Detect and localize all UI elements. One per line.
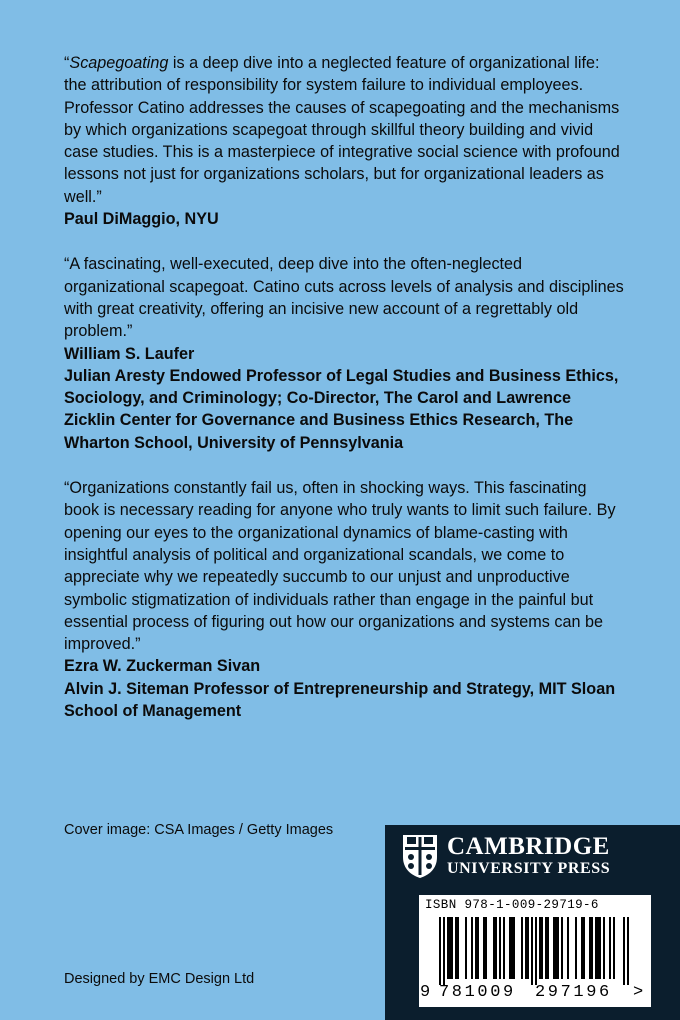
- barcode-bar: [589, 917, 591, 979]
- barcode-bar: [521, 917, 523, 979]
- endorsement-1: [64, 52, 624, 230]
- barcode-bar: [581, 917, 583, 979]
- barcode-bar: [567, 917, 569, 979]
- barcode-bar: [603, 917, 605, 979]
- barcode-bar: [557, 917, 559, 979]
- attribution-3-name: Ezra W. Zuckerman Sivan: [64, 657, 261, 676]
- cover-image-credit: Cover image: CSA Images / Getty Images: [64, 822, 334, 838]
- publisher-name-line2: UNIVERSITY PRESS: [447, 860, 611, 877]
- barcode-bar: [541, 917, 543, 979]
- barcode-bar: [575, 917, 577, 979]
- barcode-bar: [547, 917, 549, 979]
- barcode-bar: [613, 917, 615, 979]
- publisher-panel: [385, 825, 680, 1020]
- publisher-name-line1: CAMBRIDGE: [447, 833, 610, 860]
- barcode-bar: [531, 917, 533, 985]
- isbn-label: ISBN 978-1-009-29719-6: [425, 898, 599, 912]
- endorsements: [64, 52, 624, 745]
- barcode-bar: [477, 917, 479, 979]
- barcode-bar: [525, 917, 527, 979]
- barcode-bar: [513, 917, 515, 979]
- barcode-bar: [623, 917, 625, 985]
- barcode-bar: [561, 917, 563, 979]
- barcode-digit-first: 9: [420, 983, 431, 1002]
- attribution-1-name: Paul DiMaggio, NYU: [64, 210, 219, 229]
- barcode-bar: [447, 917, 449, 979]
- barcode-bar: [609, 917, 611, 979]
- barcode-bar: [471, 917, 473, 979]
- barcode-bar: [545, 917, 547, 979]
- barcode-bar: [485, 917, 487, 979]
- quote-text-3: “Organizations constantly fail us, often in shocking ways. This fascinating book is necessary reading for anyone who truly wants to limit such failure. By opening our eyes to the organizational dynamics of blame-casting with insightful analysis of political and organizational scandals, we come to appreciate why we repeatedly succumb to our unjust and unproductive symbolic stigmatization of individuals rather than engage in the painful but essential process of figuring out how our organizations and systems can be improved.”: [64, 479, 616, 654]
- barcode-bar: [527, 917, 529, 979]
- endorsement-2: [64, 253, 624, 454]
- barcode-bar: [449, 917, 451, 979]
- barcode-bar: [443, 917, 445, 985]
- barcode-bar: [583, 917, 585, 979]
- barcode-bar: [495, 917, 497, 979]
- barcode-bar: [465, 917, 467, 979]
- barcode-bar: [509, 917, 511, 979]
- barcode-bar: [457, 917, 459, 979]
- cambridge-shield-icon: [401, 833, 439, 879]
- attribution-2-title: Julian Aresty Endowed Professor of Legal Studies and Business Ethics, Sociology, and Criminology; Co-Director, The Carol and Lawrence Zicklin Center for Governance and Business Ethics Research, The Wharton School, University of Pennsylvania: [64, 366, 619, 452]
- quote-body-1: is a deep dive into a neglected feature of organizational life: the attribution of responsibility for system failure to individual employees. Professor Catino addresses the causes of scapegoating and the mechanisms by which organizations scapegoat through skillful theory building and vivid case studies. This is a masterpiece of integrative social science with profound lessons not just for organizations scholars, but for organizational leaders as well.”: [64, 54, 620, 206]
- open-quote-mark: “: [64, 54, 70, 72]
- publisher-logo: [401, 833, 610, 879]
- barcode-bar: [539, 917, 541, 979]
- barcode-bar: [555, 917, 557, 979]
- barcode-bar: [595, 917, 597, 979]
- barcode-bar: [599, 917, 601, 979]
- barcode-digits-group1: 781009: [439, 983, 516, 1002]
- attribution-2-name: William S. Laufer: [64, 344, 195, 363]
- barcode-bar: [503, 917, 505, 979]
- barcode-bar: [535, 917, 537, 985]
- barcode-bar: [455, 917, 457, 979]
- barcode-bar: [439, 917, 441, 985]
- book-title-italic: Scapegoating: [69, 54, 169, 72]
- quote-text-1: [64, 52, 624, 208]
- barcode-bar: [493, 917, 495, 979]
- quote-text-2: “A fascinating, well-executed, deep dive into the often-neglected organizational scapegoat. Catino cuts across levels of analysis and disciplines with great creativity, offering an incisive new account of a regrettably old problem.”: [64, 255, 624, 341]
- barcode-bar: [597, 917, 599, 979]
- designer-credit: Designed by EMC Design Ltd: [64, 971, 255, 987]
- barcode-bar: [511, 917, 513, 979]
- barcode-bar: [451, 917, 453, 979]
- barcode-bars: [429, 917, 639, 985]
- barcode-bar: [475, 917, 477, 979]
- publisher-name: [447, 834, 610, 878]
- attribution-3-title: Alvin J. Siteman Professor of Entrepreneurship and Strategy, MIT Sloan School of Management: [64, 679, 616, 721]
- barcode-quiet-zone-arrow: >: [633, 983, 644, 1002]
- barcode-bar: [553, 917, 555, 979]
- barcode-bar: [591, 917, 593, 979]
- endorsement-3: [64, 477, 624, 722]
- isbn-barcode: [419, 895, 651, 1007]
- barcode-digits-group2: 297196: [535, 983, 612, 1002]
- barcode-bar: [483, 917, 485, 979]
- barcode-bar: [627, 917, 629, 985]
- barcode-bar: [499, 917, 501, 979]
